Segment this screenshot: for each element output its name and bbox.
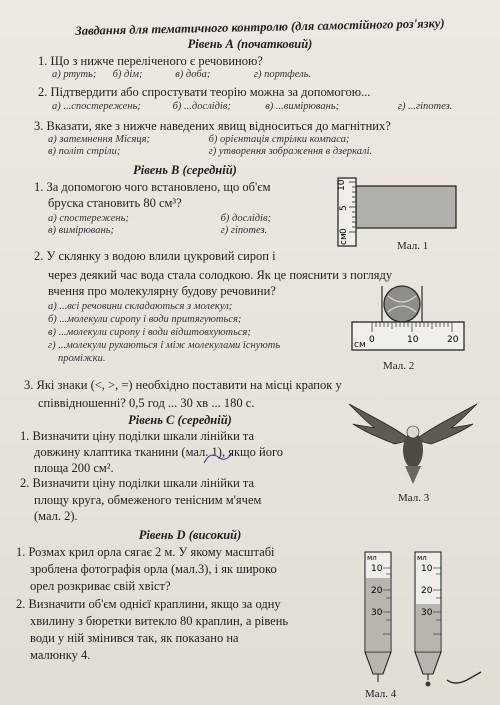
level-b-q2-answers [48, 300, 348, 365]
ruler-tick-label: 0 [369, 335, 375, 345]
level-d-question-1-line-2: зроблена фотографія орла (мал.3), і як широко [30, 562, 277, 576]
level-d-question-2-line-2: хвилину з бюретки витекло 80 краплин, а рівень [30, 614, 289, 628]
level-a-question-1: 1. Що з нижче переліченого є речовиною? [38, 54, 263, 68]
tennis-ball [384, 286, 420, 322]
level-a-q3-answers [48, 134, 468, 158]
level-c-question-2-line-2: площу круга, обмеженого тенісним м'ячем [34, 493, 262, 507]
answer-option: в) доба; [175, 69, 211, 80]
answer-option: б) орієнтація стрілки компаса; [208, 134, 350, 145]
ruler-tick-label: 10 [407, 335, 419, 345]
answer-option: б) дім; [112, 69, 143, 80]
ruler-tick-label: 10 [337, 179, 347, 191]
figure-3-label: Мал. 3 [398, 492, 430, 504]
figure-1-label: Мал. 1 [397, 240, 429, 252]
answer-option: в) ...молекули сиропу і води відштовхуються; [48, 327, 251, 338]
water-drop [426, 682, 431, 687]
level-b-question-2-line-3: вчення про молекулярну будову речовини? [48, 284, 276, 298]
worksheet-title: Завдання для тематичного контролю (для самостійного роз'язку) [75, 16, 445, 38]
answer-option: а) ...всі речовини складаються з молекул; [48, 301, 233, 312]
ruler-tick-label: 5 [339, 205, 349, 211]
answer-option: а) спостережень; [48, 213, 129, 224]
level-c-question-2-line-1: 2. Визначити ціну поділки шкали лінійки та [20, 476, 255, 490]
eagle-head [407, 426, 419, 438]
burette-unit: мл [367, 554, 377, 562]
level-b-question-2-line-1: 2. У склянку з водою влили цукровий сироп і [34, 249, 276, 263]
level-a-question-3: 3. Вказати, яке з нижче наведених явищ відноситься до магнітних? [34, 119, 391, 133]
level-c-title: Рівень С (середній) [128, 413, 232, 427]
answer-option: б) дослідів; [220, 213, 272, 224]
answer-option: а) ртуть; [52, 69, 97, 80]
burette-tick-label: 20 [371, 586, 383, 596]
burette-unit: мл [417, 554, 427, 562]
answer-option: а) затемнення Місяця; [48, 134, 151, 145]
level-a-question-2: 2. Підтвердити або спростувати теорію можна за допомогою... [38, 85, 371, 99]
figure-2-ball-on-ruler [350, 282, 468, 356]
level-d-question-2-line-1: 2. Визначити об'єм однієї краплини, якщо за одну [16, 597, 281, 611]
answer-option-continued: проміжки. [58, 353, 106, 364]
figure-2-label: Мал. 2 [383, 360, 415, 372]
level-d-question-1-line-1: 1. Розмах крил орла сягає 2 м. У якому масштабі [16, 545, 275, 559]
answer-option: б) ...молекули сиропу і води притягуються; [48, 314, 242, 325]
answer-option: г) гіпотез. [220, 225, 268, 236]
burette-tick-label: 30 [371, 608, 383, 618]
level-b-q1-answers [48, 213, 318, 237]
level-c-question-1-line-3: площа 200 см². [34, 461, 114, 475]
figure-4-label: Мал. 4 [365, 688, 397, 700]
level-b-title: Рівень В (середній) [133, 163, 237, 177]
level-b-question-1-line-2: бруска становить 80 см³? [48, 196, 182, 210]
handwritten-pen-mark [200, 445, 240, 469]
answer-option: в) ...вимірювань; [265, 101, 340, 112]
figure-3-eagle [345, 398, 480, 490]
level-d-question-2-line-4: малюнку 4. [30, 648, 91, 662]
figure-4-burettes [355, 548, 485, 688]
burette-tick-label: 30 [421, 608, 433, 618]
ruler-unit: см [354, 340, 366, 350]
answer-option: г) ...гіпотез. [397, 101, 453, 112]
answer-option: б) ...дослідів; [172, 101, 231, 112]
answer-option: г) портфель. [253, 69, 312, 80]
burette-tick-label: 10 [371, 564, 383, 574]
burette-right [415, 552, 441, 687]
cloth-piece [356, 186, 456, 228]
answer-option: в) вимірювань; [48, 225, 114, 236]
level-b-question-1-line-1: 1. За допомогою чого встановлено, що об'єм [34, 180, 271, 194]
level-c-question-1-line-2: довжину клаптика тканини (мал. 1), якщо його [34, 445, 284, 459]
level-b-question-3-line-2: співвідношенні? 0,5 год ... 30 хв ... 180 с. [38, 396, 255, 410]
eagle-left-wing [349, 404, 411, 444]
level-a-q1-answers [52, 69, 472, 81]
ruler-tick-label: 0 [339, 228, 349, 234]
level-c-question-1-line-1: 1. Визначити ціну поділки шкали лінійки та [20, 429, 255, 443]
burette-tick-label: 10 [421, 564, 433, 574]
level-a-title: Рівень А (початковий) [187, 37, 313, 51]
answer-option: а) ...спостережень; [52, 101, 141, 112]
level-b-question-3-line-1: 3. Які знаки (<, >, =) необхідно поставити на місці крапок у [24, 378, 342, 392]
level-d-title: Рівень D (високий) [138, 528, 242, 542]
level-a-q2-answers [52, 101, 492, 113]
level-d-question-2-line-3: води у ній змінився так, як показано на [30, 631, 239, 645]
ruler-tick-label: 20 [447, 335, 459, 345]
burette-tick-label: 20 [421, 586, 433, 596]
level-b-question-2-line-2: через деякий час вода стала солодкою. Як це пояснити з погляду [48, 268, 393, 282]
level-d-question-1-line-3: орел розкриває свій хвіст? [30, 579, 171, 593]
burette-left [365, 552, 391, 682]
answer-option: г) утворення зображення в дзеркалі. [208, 146, 373, 157]
level-c-question-2-line-3: (мал. 2). [34, 509, 78, 523]
answer-option: г) ...молекули рухаються і між молекулами існують [48, 340, 281, 351]
ruler-unit: см [339, 233, 349, 245]
eagle-tail [405, 466, 421, 484]
eagle-right-wing [415, 404, 477, 444]
spoon [447, 672, 481, 683]
answer-option: в) політ стріли; [48, 146, 121, 157]
